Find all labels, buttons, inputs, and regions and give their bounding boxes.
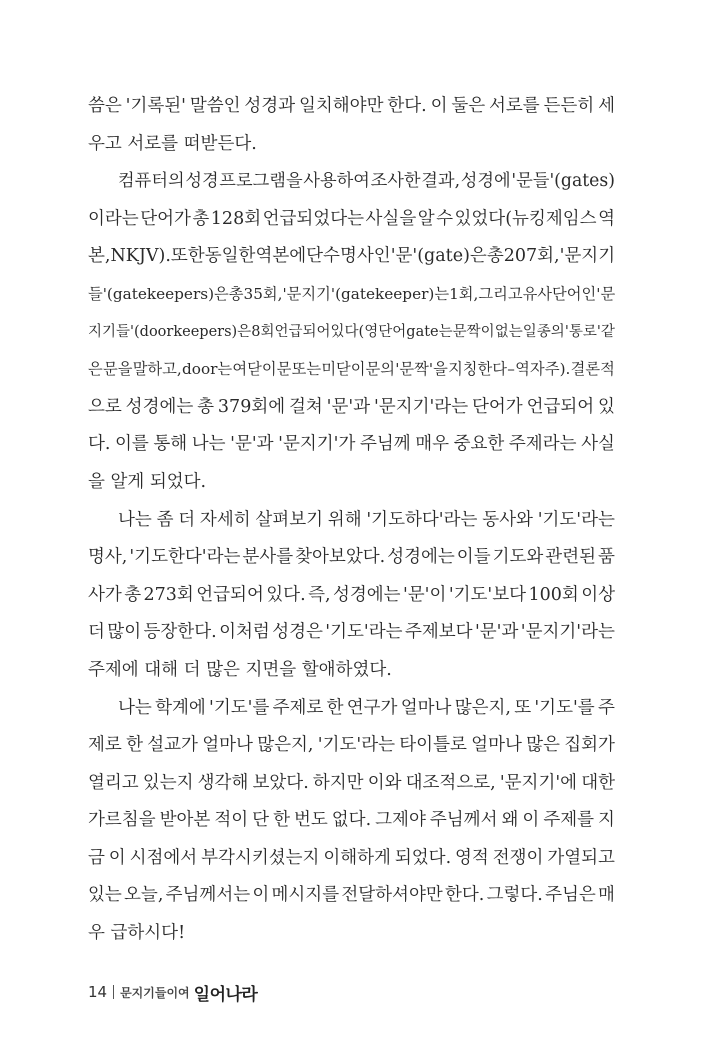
text-word: '기도하다'라는 [366, 509, 478, 530]
text-word: 100회 [528, 584, 579, 605]
text-word: 결과, [421, 171, 461, 192]
text-word: 성경에는 [387, 547, 455, 568]
text-word: 수 [436, 208, 454, 229]
text-word: '기도한다'라는 [129, 547, 241, 568]
text-word: 받아본 [159, 810, 211, 831]
text-word: 대한 [581, 772, 615, 793]
text-word: 오늘, [124, 885, 164, 906]
text-word: 등장한다. [143, 622, 217, 643]
text-word: 사실 [581, 434, 615, 455]
text-word: 주님은 [545, 885, 596, 906]
text-word: '문지기'라는 [373, 396, 469, 417]
text-word: 미닫이문의 [321, 360, 395, 379]
text-word: 둘은 [451, 96, 486, 116]
text-word: 한 [326, 697, 344, 718]
text-word: 있 [598, 396, 615, 417]
text-word: 또는 [291, 360, 322, 379]
text-word: 관련된 [545, 547, 597, 568]
text-word: 역본에 [255, 246, 307, 267]
text-word: 많은지, [257, 735, 314, 756]
text-word: 타이틀로 [399, 735, 467, 756]
text-word: 설교가 [147, 735, 198, 756]
text-word: 같 [600, 323, 615, 340]
footer-divider [113, 985, 114, 999]
text-line [88, 502, 615, 540]
text-word: 학계에 [155, 697, 206, 718]
text-word: 나는 [118, 509, 152, 530]
text-word: 조사한 [370, 171, 421, 192]
page-footer [88, 980, 257, 1004]
text-word: 으로 [88, 396, 122, 417]
text-word: 이 [522, 810, 540, 831]
text-word: 없는 [494, 323, 523, 340]
text-word: 금 [88, 847, 105, 868]
text-word: 단어가 [471, 396, 523, 417]
text-word: '문지기'(gatekeeper)는 [282, 284, 450, 303]
text-word: '문짝'을 [395, 360, 448, 379]
text-word: 일치해야만 [298, 96, 384, 116]
text-word: 128회 [210, 208, 262, 229]
text-word: '문'(gate)은 [390, 246, 487, 267]
text-word: 프로그램을 [219, 171, 303, 192]
text-line [88, 614, 615, 652]
text-word: 단 [252, 810, 270, 831]
text-line [88, 840, 615, 878]
text-word: 문짝이 [452, 323, 495, 340]
text-word: 영적 [455, 847, 489, 868]
text-word: 결론적 [570, 360, 615, 379]
text-word: '문'과 [230, 434, 274, 455]
text-word: 총 [197, 396, 215, 417]
text-word: 나는 [191, 434, 226, 455]
text-word: 나는 [118, 697, 152, 718]
text-word: '기도'보다 [448, 584, 527, 605]
text-word: 든든히 [543, 96, 595, 116]
text-word: 은 [88, 360, 103, 379]
text-word: 적이 [214, 810, 249, 831]
text-word: 메시지를 [271, 885, 340, 906]
text-word: 8회 [251, 323, 275, 340]
text-word: 한다. [387, 96, 427, 116]
text-word: 주). [544, 360, 571, 379]
text-word: 있다. [266, 584, 306, 605]
text-line [88, 690, 615, 728]
text-word: 단수 [306, 246, 340, 267]
page-number: 14 [88, 983, 108, 1001]
text-word: '문'과 [326, 396, 371, 417]
text-word: 한 [126, 735, 143, 756]
text-word: 얼마나 [471, 735, 522, 756]
text-word: 매우 [415, 434, 450, 455]
text-word: 본, [88, 246, 111, 267]
text-word: 총 [486, 246, 504, 267]
text-word: 총 [124, 584, 142, 605]
text-word: 많이 [107, 622, 142, 643]
text-word: 자세히 [199, 509, 251, 530]
text-word: 살펴보기 [255, 509, 324, 530]
text-word: '문들'(gates) [511, 171, 615, 192]
text-word: '문지기'가 [278, 434, 356, 455]
text-word: 들'(gatekeepers)은 [88, 284, 229, 303]
text-word: '통로' [564, 323, 601, 340]
text-word: 총 [192, 208, 210, 229]
text-word: 단어인 [552, 284, 597, 303]
text-word: 품 [598, 547, 615, 568]
text-word: 언급되어 [274, 323, 331, 340]
text-word: 씀은 [88, 96, 122, 116]
text-word: 매 [598, 885, 615, 906]
text-word: 성경 [185, 171, 219, 192]
text-word: 성경과 [244, 96, 296, 116]
book-title-small: 문지기들이여 [120, 985, 190, 1000]
text-line [88, 877, 615, 915]
text-word: 연구가 [346, 697, 398, 718]
text-word: 역 [598, 208, 615, 229]
body-text [88, 88, 615, 953]
text-word: 얼마나 [202, 735, 253, 756]
text-word: '기도'라는 [537, 509, 615, 530]
text-word: 집회가 [564, 735, 615, 756]
text-word: 성경에는 [125, 396, 194, 417]
text-word: 주님께서 [429, 810, 498, 831]
text-word: 단어가 [140, 208, 191, 229]
text-word: 사가 [88, 584, 122, 605]
text-word: 있는지 [142, 772, 194, 793]
text-line [88, 727, 615, 765]
text-word: 가르침을 [88, 810, 156, 831]
text-word: 없다. [331, 810, 372, 831]
text-word: 번도 [293, 810, 328, 831]
text-word: '문지기'에 [499, 772, 578, 793]
text-word: 얼마나 [400, 697, 452, 718]
text-word: '문'과 [474, 622, 519, 643]
text-word: 다. [88, 434, 111, 455]
text-word: 부각시키셨는지 [201, 847, 320, 868]
text-word: 명사, [88, 547, 128, 568]
text-word: 대조적으로, [405, 772, 496, 793]
text-word: 207회, [503, 246, 560, 267]
text-word: 또 [514, 697, 532, 718]
text-word: 기도와 [492, 547, 544, 568]
text-line: 우고 서로를 떠받든다. [88, 133, 257, 154]
text-word: 있는 [88, 885, 122, 906]
text-word: 있었다(뉴킹제임스 [454, 208, 597, 229]
text-word: 주제를 [543, 810, 595, 831]
text-word: 열리고 [88, 772, 139, 793]
text-word: 주제로 [272, 697, 324, 718]
text-word: 더 [178, 509, 196, 530]
text-line [88, 577, 615, 615]
text-line: 주제에 대해 더 많은 지면을 할애하였다. [88, 659, 392, 680]
text-word: 273회 [143, 584, 194, 605]
text-word: 전달하셔야만 [341, 885, 443, 906]
text-word: 또한 [170, 246, 205, 267]
text-word: 가열되고 [547, 847, 615, 868]
text-word: 문을 [102, 360, 133, 379]
text-word: 주님께 [359, 434, 411, 455]
text-word: 1회, [449, 284, 479, 303]
text-line [88, 88, 615, 126]
text-word: 많은 [526, 735, 560, 756]
text-line [88, 201, 615, 239]
text-word: NKJV). [110, 246, 171, 267]
text-word: 성경에는 [332, 584, 401, 605]
text-word: 되었다. [394, 847, 452, 868]
text-line [88, 802, 615, 840]
text-word: 생각해 [197, 772, 249, 793]
text-word: 언급되어 [526, 396, 595, 417]
text-word: 좀 [156, 509, 174, 530]
text-word: 지기들'(doorkeepers)은 [88, 323, 252, 340]
text-word: 그제야 [375, 810, 426, 831]
text-word: 이 [252, 885, 270, 906]
text-word: 일종의 [522, 323, 565, 340]
text-word: '기도'라는 [317, 735, 396, 756]
text-word: '기도'를 [534, 697, 595, 718]
text-word: 하지만 [312, 772, 364, 793]
text-line [88, 351, 615, 389]
text-word: 왜 [501, 810, 519, 831]
text-word: 이해하게 [323, 847, 391, 868]
text-word: '문'이 [402, 584, 447, 605]
text-line: 우 급하시다! [88, 923, 186, 944]
text-word: '기록된' [125, 96, 186, 116]
text-line [88, 238, 615, 276]
text-word: 성경에 [460, 171, 511, 192]
text-word: '문지기'라는 [520, 622, 615, 643]
text-line [88, 539, 615, 577]
text-word: 세 [598, 96, 615, 116]
text-word: 이를 [115, 434, 149, 455]
text-word: 지칭한다 [448, 360, 508, 379]
text-word: 그리고 [478, 284, 523, 303]
text-word: 주제보다 [404, 622, 473, 643]
text-word: 말씀인 [189, 96, 241, 116]
text-word: 알 [417, 208, 435, 229]
text-word: 더 [88, 622, 105, 643]
text-word: – [507, 360, 515, 379]
text-word: 이 [430, 96, 448, 116]
text-word: 이와 [367, 772, 402, 793]
text-word: 언급되어 [196, 584, 264, 605]
text-word: 제로 [88, 735, 122, 756]
text-word: 주제라는 [508, 434, 577, 455]
text-line [88, 276, 615, 314]
text-word: 총 [228, 284, 244, 303]
text-word: 그렇다. [486, 885, 543, 906]
text-word: 이 [108, 847, 126, 868]
text-word: 말하고, [132, 360, 182, 379]
text-word: 언급되었다는 [262, 208, 365, 229]
text-word: 주님께서는 [165, 885, 251, 906]
text-word: 동일한 [204, 246, 256, 267]
text-word: 즉, [308, 584, 331, 605]
text-word: gate는 [406, 323, 453, 340]
text-word: 찾아보았다. [295, 547, 386, 568]
text-word: 379회에 [217, 396, 286, 417]
text-word: 유사 [522, 284, 553, 303]
text-word: 35회, [243, 284, 283, 303]
book-title-large: 일어나라 [193, 984, 258, 1005]
text-word: 중요한 [453, 434, 505, 455]
text-line [88, 765, 615, 803]
text-word: 역자 [515, 360, 545, 379]
text-word: 여닫이문 [232, 360, 292, 379]
text-word: 통해 [153, 434, 188, 455]
text-word: 많은지, [454, 697, 511, 718]
text-word: 명사인 [339, 246, 391, 267]
text-word: '기도'라는 [325, 622, 403, 643]
text-word: 시점에서 [129, 847, 198, 868]
text-word: 컴퓨터의 [118, 171, 185, 192]
text-word: 동사와 [482, 509, 533, 530]
text-word: 전쟁이 [492, 847, 544, 868]
text-line [88, 163, 615, 201]
text-word: 지 [598, 810, 615, 831]
text-word: 보았다. [252, 772, 309, 793]
text-word: 있다(영단어 [330, 323, 407, 340]
text-word: 성경은 [272, 622, 323, 643]
text-word: 이들 [456, 547, 491, 568]
text-line [88, 314, 615, 352]
text-word: 이상 [581, 584, 615, 605]
text-word: 사실을 [365, 208, 417, 229]
text-line: 을 알게 되었다. [88, 471, 207, 492]
text-line [88, 426, 615, 464]
text-word: 이처럼 [219, 622, 270, 643]
text-word: '문 [596, 284, 616, 303]
text-word: door는 [182, 360, 233, 379]
text-word: 한 [273, 810, 290, 831]
text-word: 분사를 [242, 547, 294, 568]
text-word: 이라는 [88, 208, 139, 229]
text-word: 한다. [445, 885, 485, 906]
text-word: 주 [597, 697, 615, 718]
text-word: 사용하여 [303, 171, 370, 192]
text-word: 걸쳐 [289, 396, 323, 417]
text-word: '문지기 [559, 246, 616, 267]
text-line [88, 389, 615, 427]
text-word: 서로를 [488, 96, 540, 116]
text-word: '기도'를 [209, 697, 270, 718]
text-word: 위해 [327, 509, 362, 530]
